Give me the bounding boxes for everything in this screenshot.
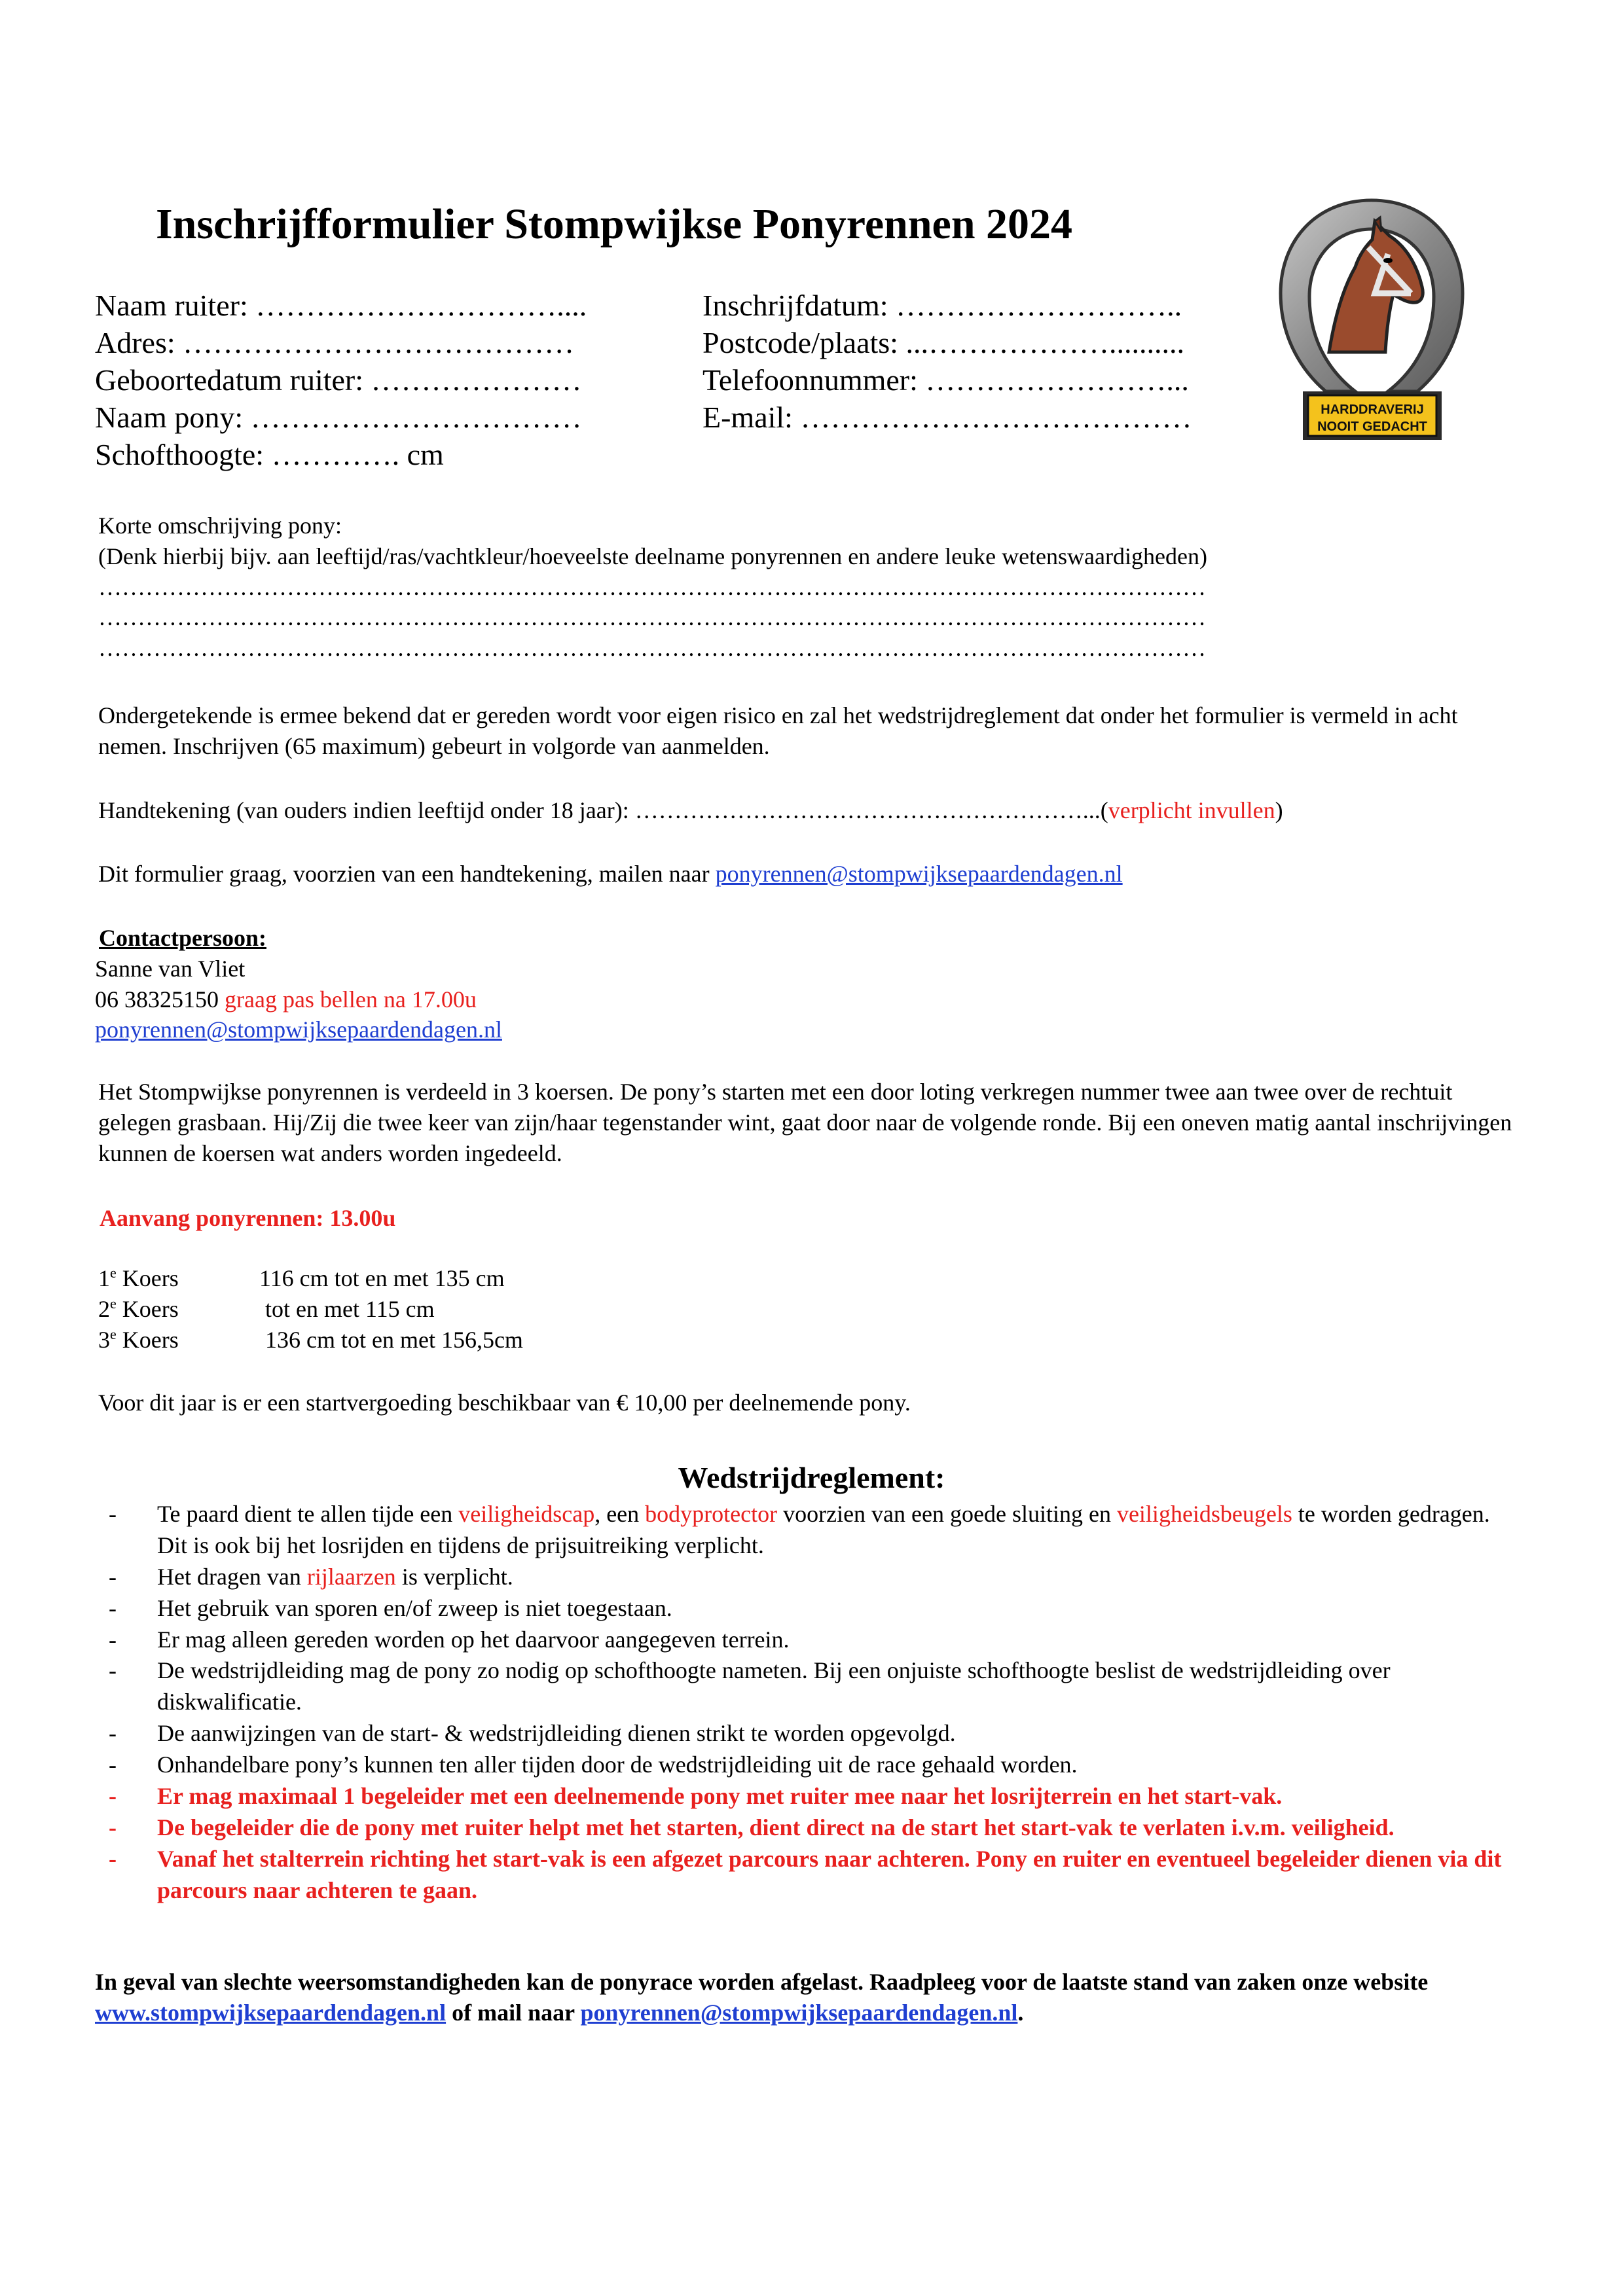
contact-email-link[interactable]: ponyrennen@stompwijksepaardendagen.nl (95, 1016, 502, 1043)
field-inschrijfdatum[interactable]: Inschrijfdatum: ……………………….. (702, 289, 1182, 322)
signature-close: ) (1275, 797, 1283, 823)
footer-text-1: In geval van slechte weersomstandigheden kan de ponyrace worden afgelast. Raadpleeg voor de laatste stand van zaken onze website (95, 1969, 1429, 1995)
description-hint: (Denk hierbij bijv. aan leeftijd/ras/vachtkleur/hoeveelste deelname ponyrennen en andere leuke wetenswaardigheden) (98, 543, 1207, 569)
page-title: Inschrijfformulier Stompwijkse Ponyrennen 2024 (156, 200, 1073, 248)
rule-8: - Er mag maximaal 1 begeleider met een deelnemende pony met ruiter mee naar het losrijterrein en het start-vak. (98, 1781, 1525, 1812)
rule-9: - De begeleider die de pony met ruiter helpt met het starten, dient direct na de start het start-vak te verlaten i.v.m. veiligheid. (98, 1812, 1525, 1844)
rule-7: - Onhandelbare pony’s kunnen ten aller tijden door de wedstrijdleiding uit de race gehaald worden. (98, 1749, 1525, 1781)
signature-line[interactable] (98, 795, 1512, 826)
footer-text-2: of mail naar (446, 1999, 581, 2026)
logo-text-line1: HARDDRAVERIJ (1321, 403, 1424, 417)
rules-list (98, 1499, 1525, 1906)
koers-row-1: 1e Koers 116 cm tot en met 135 cm (98, 1265, 505, 1291)
description-section (98, 511, 1512, 664)
koers-range-1: 116 cm tot en met 135 cm (259, 1265, 505, 1291)
reward-text: Voor dit jaar is er een startvergoeding beschikbaar van € 10,00 per deelnemende pony. (98, 1390, 911, 1416)
koers-range-2: tot en met 115 cm (259, 1295, 435, 1322)
intro-text: Het Stompwijkse ponyrennen is verdeeld in 3 koersen. De pony’s starten met een door loting verkregen nummer twee aan twee over de rechtuit gelegen grasbaan. Hij/Zij die twee keer van zijn/haar tegenstander wint, gaat door naar de volgende ronde. Bij een oneven matig aantal inschrijvingen kunnen de koersen wat anders worden ingedeeld. (98, 1079, 1512, 1166)
field-geboortedatum[interactable]: Geboortedatum ruiter: ………………… (95, 363, 582, 397)
club-logo (1277, 195, 1467, 450)
footer-note (95, 1967, 1516, 2028)
description-line-1[interactable]: …………………………………………………………………………………………………………………………… (98, 573, 1206, 600)
mail-instruction (98, 859, 1512, 889)
mail-instruction-text: Dit formulier graag, voorzien van een handtekening, mailen naar (98, 861, 716, 887)
rule-5: - De wedstrijdleiding mag de pony zo nodig op schofthoogte nameten. Bij een onjuiste schofthoogte beslist de wedstrijdleiding over diskwalificatie. (98, 1655, 1525, 1718)
mail-instruction-email-link[interactable]: ponyrennen@stompwijksepaardendagen.nl (715, 861, 1123, 887)
field-naam-pony[interactable]: Naam pony: …………………………… (95, 401, 582, 434)
footer-website-link[interactable]: www.stompwijksepaardendagen.nl (95, 1999, 447, 2026)
description-label: Korte omschrijving pony: (98, 512, 342, 539)
horseshoe-horse-logo-icon (1277, 195, 1467, 450)
rule-4: - Er mag alleen gereden worden op het daarvoor aangegeven terrein. (98, 1624, 1525, 1656)
contact-phone-note: graag pas bellen na 17.00u (225, 986, 477, 1013)
signature-label: Handtekening (van ouders indien leeftijd onder 18 jaar): …………………………………………………...( (98, 797, 1108, 823)
field-naam-ruiter[interactable]: Naam ruiter: ………………………….... (95, 289, 587, 322)
footer-email-link[interactable]: ponyrennen@stompwijksepaardendagen.nl (580, 1999, 1018, 2026)
field-email[interactable]: E-mail: ………………………………… (702, 401, 1192, 434)
field-postcode-plaats[interactable]: Postcode/plaats: ...……………….......... (702, 326, 1184, 359)
rule-1: - Te paard dient te allen tijde een veiligheidscap, een bodyprotector voorzien van een goede sluiting en veiligheidsbeugels te worden gedragen. Dit is ook bij het losrijden en tijdens de prijsuitreiking verplicht. (98, 1499, 1525, 1562)
logo-text-line2: NOOIT GEDACHT (1317, 420, 1427, 434)
contact-name: Sanne van Vliet (95, 955, 246, 982)
footer-text-3: . (1017, 1999, 1024, 2026)
field-schofthoogte[interactable]: Schofthoogte: …………. cm (95, 438, 444, 471)
start-time: Aanvang ponyrennen: 13.00u (100, 1205, 396, 1231)
rule-6: - De aanwijzingen van de start- & wedstrijdleiding dienen strikt te worden opgevolgd. (98, 1718, 1525, 1749)
koers-row-2: 2e Koers tot en met 115 cm (98, 1295, 435, 1322)
rule-2: - Het dragen van rijlaarzen is verplicht. (98, 1562, 1525, 1593)
contact-section (95, 923, 881, 1045)
description-line-2[interactable]: …………………………………………………………………………………………………………………………… (98, 604, 1206, 631)
disclaimer-text: Ondergetekende is ermee bekend dat er gereden wordt voor eigen risico en zal het wedstrijdreglement dat onder het formulier is vermeld in acht nemen. Inschrijven (65 maximum) gebeurt in volgorde van aanmelden. (98, 702, 1458, 759)
rule-10: - Vanaf het stalterrein richting het start-vak is een afgezet parcours naar achteren. Pony en ruiter en eventueel begeleider dienen via dit parcours naar achteren te gaan. (98, 1844, 1525, 1907)
signature-required: verplicht invullen (1108, 797, 1275, 823)
rules-title: Wedstrijdreglement: (678, 1461, 945, 1494)
rule-3: - Het gebruik van sporen en/of zweep is niet toegestaan. (98, 1593, 1525, 1624)
field-telefoonnummer[interactable]: Telefoonnummer: ……………………... (702, 363, 1189, 397)
contact-heading: Contactpersoon: (99, 925, 266, 951)
koersen-list (98, 1263, 523, 1355)
koers-row-3: 3e Koers 136 cm tot en met 156,5cm (98, 1325, 523, 1353)
description-line-3[interactable]: …………………………………………………………………………………………………………………………… (98, 635, 1206, 662)
contact-phone: 06 38325150 (95, 986, 225, 1013)
koers-range-3: 136 cm tot en met 156,5cm (259, 1326, 523, 1353)
field-adres[interactable]: Adres: ………………………………… (95, 326, 575, 359)
